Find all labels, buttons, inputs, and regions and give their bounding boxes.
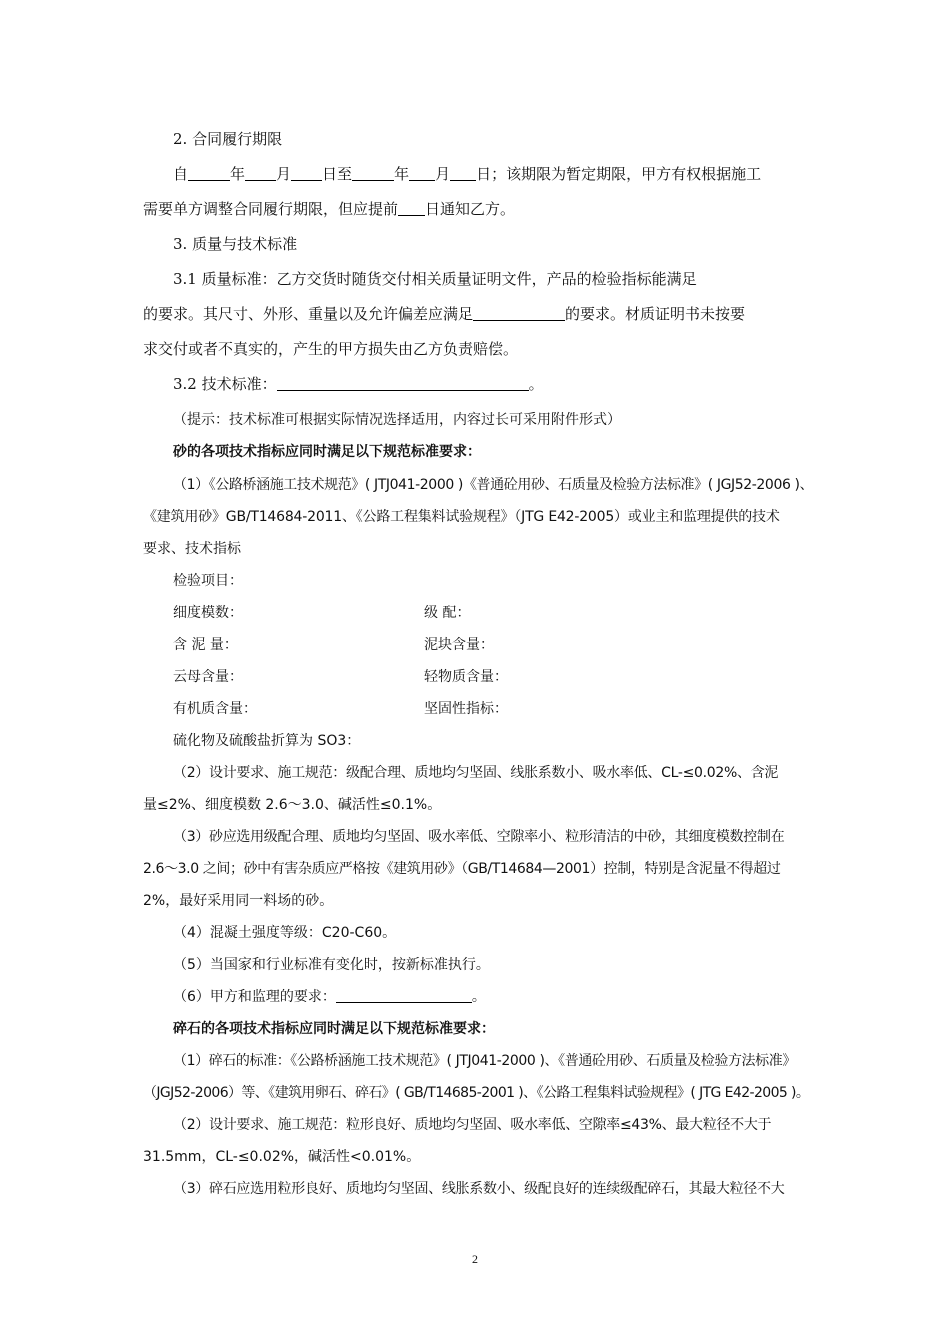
client-requirements-label: （6）甲方和监理的要求： <box>173 989 336 1005</box>
tech-standard-label: 3.2 技术标准： <box>173 375 277 393</box>
period-text: 月 <box>276 165 292 183</box>
quality-line-3: 求交付或者不真实的，产生的甲方损失由乙方负责赔偿。 <box>143 340 519 358</box>
organic-label: 有机质含量： <box>173 701 257 717</box>
blank-tech-standard <box>277 375 529 391</box>
test-row-3 <box>173 666 839 686</box>
sand-p1-line-3: 要求、技术指标 <box>143 541 241 557</box>
gravel-p1-line-1: （1）碎石的标准：《公路桥涵施工技术规范》( JTJ041-2000 )、《普通砼用砂、石质量及检验方法标准》 <box>173 1053 796 1069</box>
sand-p1-line-1: （1）《公路桥涵施工技术规范》( JTJ041-2000 )《普通砼用砂、石质量及检验方法标准》( JGJ52-2006 )、 <box>173 477 814 493</box>
sand-title: 砂的各项技术指标应同时满足以下规范标准要求： <box>173 444 481 460</box>
page-number: 2 <box>472 1252 478 1266</box>
quality-line-1: 3.1 质量标准：乙方交货时随货交付相关质量证明文件，产品的检验指标能满足 <box>173 270 697 288</box>
mica-label: 云母含量： <box>173 669 243 685</box>
blank-month-start <box>245 165 276 181</box>
quality-text: 的要求。材质证明书未按要 <box>565 305 746 323</box>
sand-p6 <box>173 986 839 1006</box>
blank-day-end <box>450 165 476 181</box>
clay-lump-label: 泥块含量： <box>424 637 494 653</box>
period-line-2 <box>143 198 809 219</box>
test-row-2 <box>173 634 839 654</box>
blank-year-end <box>352 165 394 181</box>
test-items-label: 检验项目： <box>173 573 243 589</box>
period-text: 日；该期限为暂定期限，甲方有权根据施工 <box>476 165 762 183</box>
mud-label: 含 泥 量： <box>173 637 238 653</box>
blank-client-requirements <box>336 987 472 1003</box>
sand-p3-line-2: 2.6～3.0 之间；砂中有害杂质应严格按《建筑用砂》（GB/T14684—2001）控制，特别是含泥量不得超过 <box>143 861 781 877</box>
client-requirements-end: 。 <box>471 989 486 1005</box>
sand-p2-line-1: （2）设计要求、施工规范：级配合理、质地均匀坚固、线胀系数小、吸水率低、CL-≤0.02%、含泥 <box>173 765 779 781</box>
blank-year-start <box>188 165 230 181</box>
sand-p5: （5）当国家和行业标准有变化时，按新标准执行。 <box>173 957 490 973</box>
gravel-p1-line-2: （JGJ52-2006）等、《建筑用卵石、碎石》( GB/T14685-2001 )、《公路工程集料试验规程》( JTG E42-2005 )。 <box>143 1085 810 1101</box>
section-3-heading: 3. 质量与技术标准 <box>173 235 298 253</box>
sand-p4: （4）混凝土强度等级：C20-C60。 <box>173 925 397 941</box>
sulfide-label: 硫化物及硫酸盐折算为 SO3： <box>173 733 361 749</box>
test-row-4 <box>173 698 839 718</box>
period-text: 日通知乙方。 <box>425 200 516 218</box>
hint-text: （提示：技术标准可根据实际情况选择适用，内容过长可采用附件形式） <box>173 412 621 428</box>
sand-p3-line-1: （3）砂应选用级配合理、质地均匀坚固、吸水率低、空隙率小、粒形清洁的中砂，其细度模数控制在 <box>173 829 785 845</box>
test-row-1 <box>173 602 839 622</box>
blank-notice-days <box>398 200 425 216</box>
blank-quality-standard <box>473 305 565 321</box>
gravel-p2-line-2: 31.5mm，CL-≤0.02%，碱活性<0.01%。 <box>143 1149 421 1165</box>
soundness-label: 坚固性指标： <box>424 701 508 717</box>
section-2-heading: 2. 合同履行期限 <box>173 130 283 148</box>
sand-p3-line-3: 2%，最好采用同一料场的砂。 <box>143 893 334 909</box>
grading-label: 级 配： <box>424 605 471 621</box>
period-text: 日至 <box>322 165 353 183</box>
blank-day-start <box>291 165 322 181</box>
tech-standard-line <box>173 373 839 394</box>
period-line-1 <box>173 163 839 184</box>
light-matter-label: 轻物质含量： <box>424 669 508 685</box>
gravel-title: 碎石的各项技术指标应同时满足以下规范标准要求： <box>173 1021 495 1037</box>
blank-month-end <box>409 165 435 181</box>
fineness-label: 细度模数： <box>173 605 243 621</box>
quality-line-2 <box>143 303 809 324</box>
quality-text: 的要求。其尺寸、外形、重量以及允许偏差应满足 <box>143 305 474 323</box>
period-text: 年 <box>230 165 246 183</box>
gravel-p3-line-1: （3）碎石应选用粒形良好、质地均匀坚固、线胀系数小、级配良好的连续级配碎石，其最大粒径不大 <box>173 1181 785 1197</box>
period-text: 需要单方调整合同履行期限，但应提前 <box>143 200 399 218</box>
sand-p2-line-2: 量≤2%、细度模数 2.6～3.0、碱活性≤0.1%。 <box>143 797 442 813</box>
period-text: 年 <box>394 165 410 183</box>
period-text: 自 <box>173 165 189 183</box>
gravel-p2-line-1: （2）设计要求、施工规范：粒形良好、质地均匀坚固、吸水率低、空隙率≤43%、最大粒径不大于 <box>173 1117 772 1133</box>
sand-p1-line-2: 《建筑用砂》GB/T14684-2011、《公路工程集料试验规程》（JTG E42-2005）或业主和监理提供的技术 <box>143 509 780 525</box>
tech-standard-end: 。 <box>528 375 544 393</box>
period-text: 月 <box>435 165 451 183</box>
